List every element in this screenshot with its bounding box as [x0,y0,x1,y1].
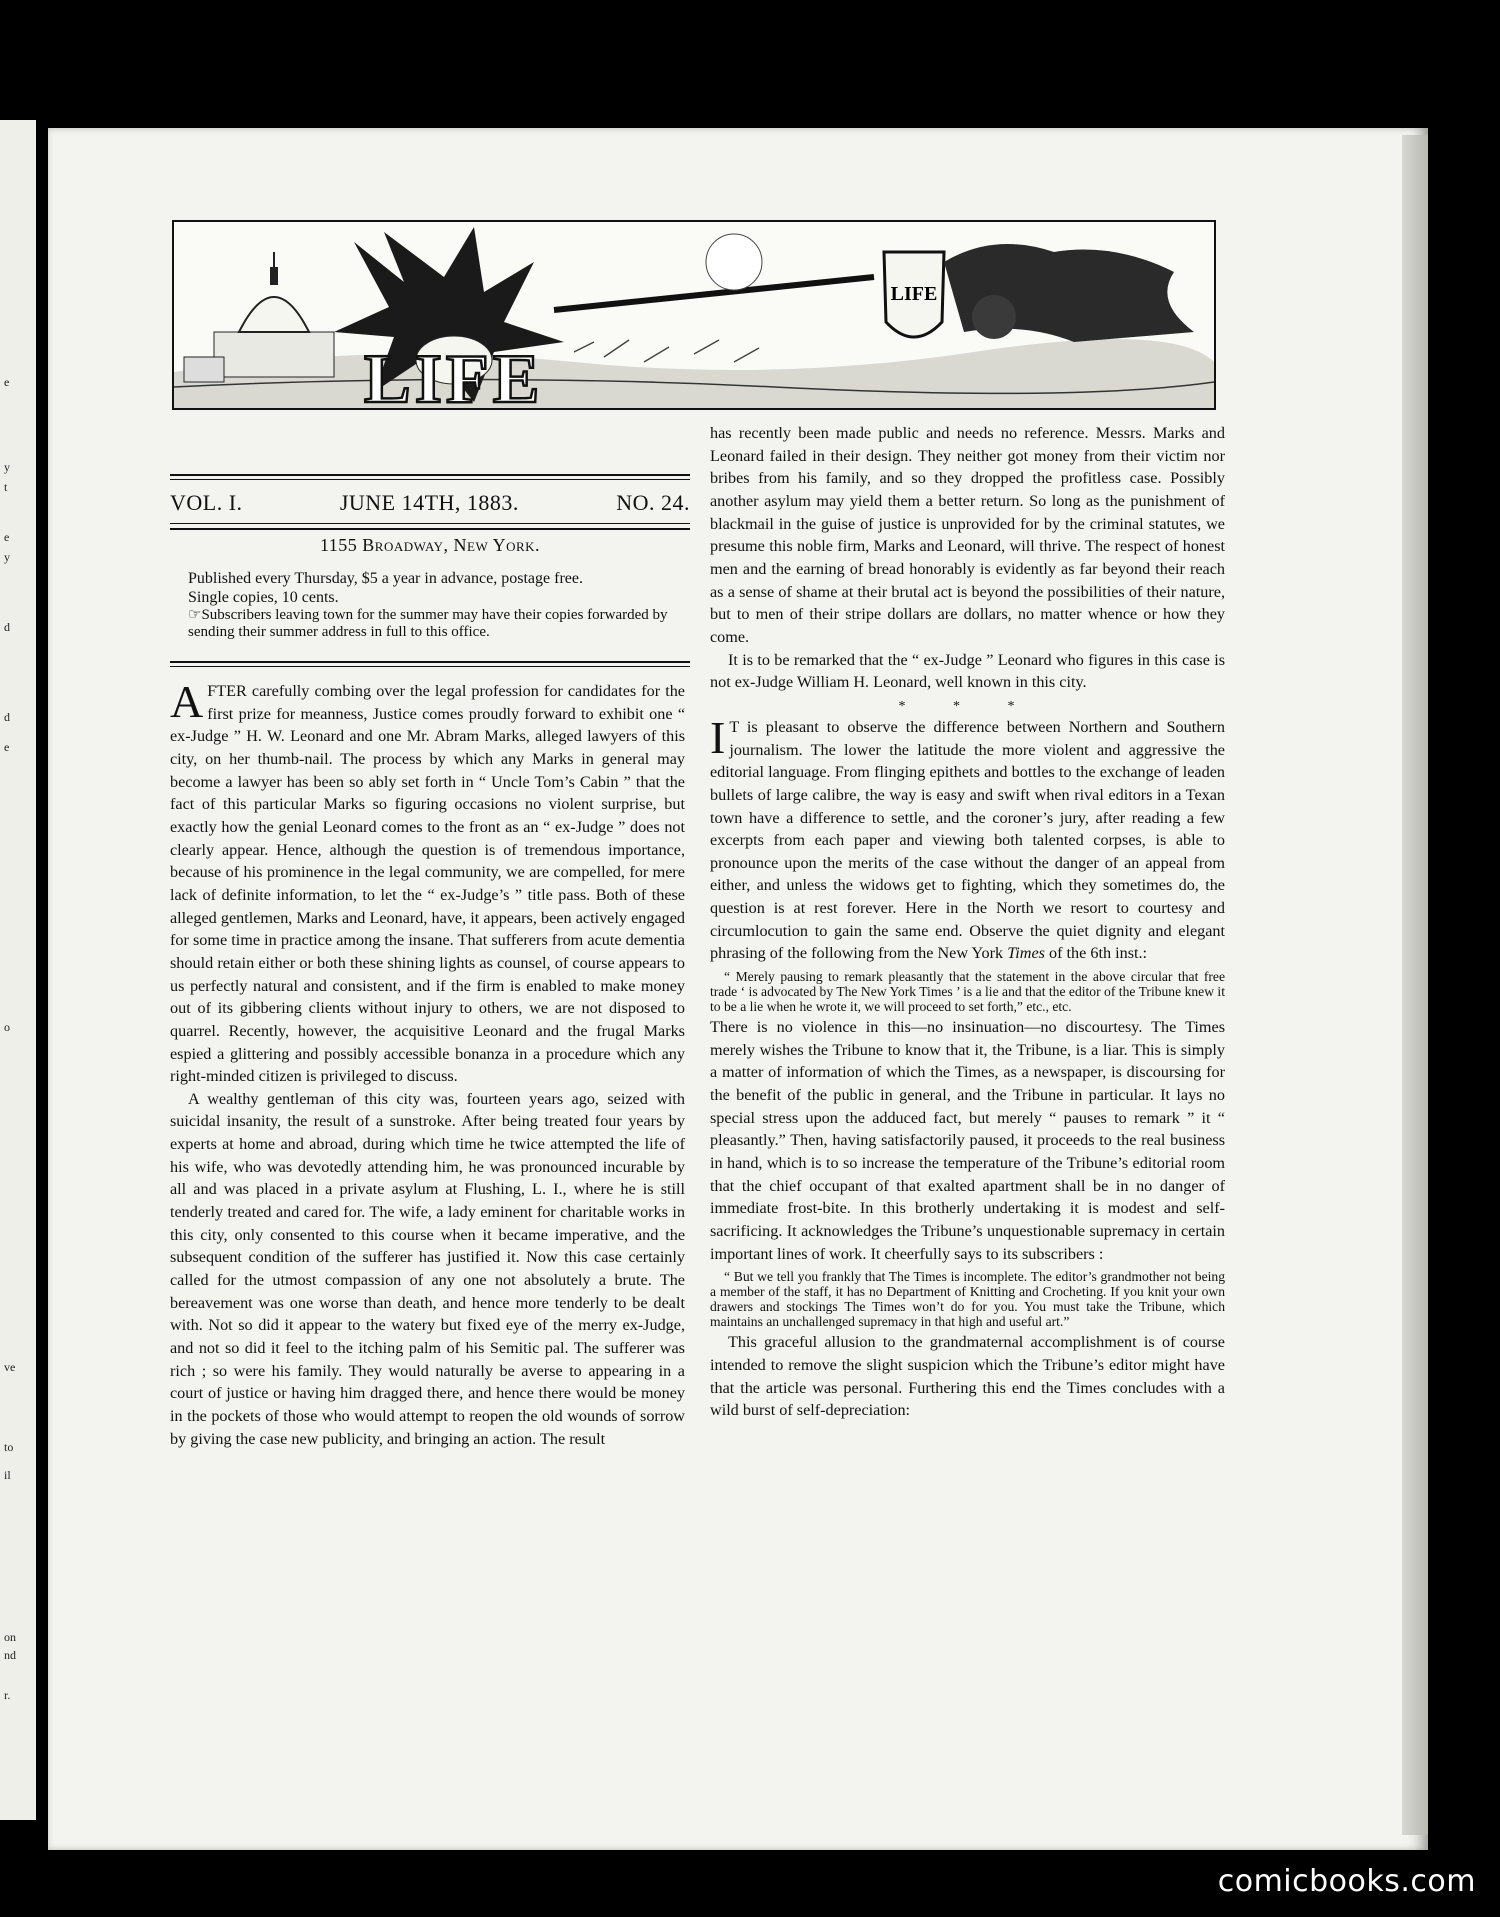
margin-fragment: on [4,1630,16,1644]
masthead-info [170,490,690,516]
paragraph [170,676,685,1088]
section-divider-stars: * * * [898,698,1037,714]
paragraph: A wealthy gentleman of this city was, fourteen years ago, seized with suicidal insanity, the result of a sunstroke. After being treated four years by experts at home and abroad, during which time he twice attempted the life of his wife, who was devotedly attending him, he was pronounced incurable by all and was placed in a private asylum at Flushing, L. I., where he is still tenderly treated and cared for. The wife, a lady eminent for charitable works in this city, only consented to this course when it became imperative, and the subsequent condition of the sufferer has justified it. Now this case certainly called for the utmost compassion of any one not absolutely a brute. The bereavement was one worse than death, and hence more tenderly to be dealt with. Not so did it appear to the watery but fixed eye of the merry ex-Judge, and not so did it feel to the itching palm of his Semitic pal. The sufferer was rich ; so were his family. They would naturally be averse to appearing in a court of justice or having him dragged there, and hence there would be money in the pockets of those who would attempt to reopen the old wounds of sorrow by giving the case new publicity, and bringing an action. The result [170,1089,685,1448]
section-rule [170,661,690,663]
paragraph-text: T is pleasant to observe the difference between Northern and Southern journalism. The lower the latitude the more violent and aggressive the editorial language. From flinging epithets and bottles to the exchange of leaden bullets of large calibre, the way is easy and swift when rival editors in a Texan town have a difference to settle, and the coroner’s jury, after reading a few excerpts from each paper and viewing both talented corpses, is able to pronounce upon the merits of the case without the danger of an appeal from either, and unless the widows get to fighting, which they sometimes do, the question is at rest forever. Here in the North we resort to courtesy and circumlocution to gain the same end. Observe the quiet dignity and elegant phrasing of the following from the New York [710,717,1225,963]
margin-fragment: il [4,1468,11,1482]
subscription-info [188,569,688,641]
article-column-right [710,422,1225,1422]
drop-cap: I [710,711,726,763]
masthead-rule-top-thin [170,479,690,480]
masthead-rule-top [170,474,690,476]
issue-number: NO. 24. [616,490,690,515]
paragraph-text: FTER carefully combing over the legal profession for candidates for the first prize for meanness, Justice comes proudly forward to exhibit one “ ex-Judge ” H. W. Leonard and one Mr. Abram Marks, alleged lawyers of this city, on her thumb-nail. The process by which any Marks in general may become a lawyer has been so ably set forth in “ Uncle Tom’s Cabin ” that the fact of this particular Marks so figuring occasions no violent surprise, but exactly how the genial Leonard comes to the front as an “ ex-Judge ” does not clearly appear. Hence, although the question is of tremendous importance, because of his prominence in the legal community, we are compelled, for mere lack of definite information, to let the “ ex-Judge’s ” title pass. Both of these alleged gentlemen, Marks and Leonard, have, it appears, been actively engaged for some time in practice among the insane. That sufferers from acute dementia should retain either or both these shining lights as counsel, of course appears to us perfectly natural and consistent, and if the firm is enabled to make money out of its gibbering clients without injury to others, we are not disposed to quarrel. Recently, however, the acquisitive Leonard and the frugal Marks espied a glittering and possibly accessible bonanza in a procedure which any right-minded citizen is privileged to discuss. [170,682,685,1086]
margin-fragment: e [4,530,10,544]
shield-text: LIFE [890,283,938,305]
margin-fragment: t [4,480,8,494]
page-edge-shadow [1402,135,1428,1835]
margin-fragment: ve [4,1360,16,1374]
volume-label: VOL. I. [170,490,243,515]
single-copies-line: Single copies, 10 cents. [188,589,339,606]
italic-times: Times [1007,944,1045,963]
masthead-rule-bottom-thin [170,523,690,524]
margin-fragment: e [4,740,10,754]
margin-fragment: to [4,1440,14,1454]
margin-fragment: d [4,710,10,724]
previous-page-sliver [0,120,36,1820]
published-line: Published every Thursday, $5 a year in advance, postage free. [188,570,583,587]
issue-date: JUNE 14TH, 1883. [339,490,519,515]
paragraph [710,711,1225,965]
margin-fragment: d [4,620,10,634]
margin-fragment: o [4,1020,10,1034]
watermark: comicbooks.com [1217,1864,1476,1899]
banner-drawing [174,222,1214,408]
masthead-rule-bottom [170,528,690,530]
life-logo: LIFE [364,341,544,408]
paragraph: This graceful allusion to the grandmaternal accomplishment is of course intended to remove the slight suspicion which the Tribune’s editor might have that the article was personal. Furthering this end the Times concludes with a wild burst of self-depreciation: [710,1333,1225,1420]
margin-fragment: r. [4,1688,11,1702]
paragraph-text: of the 6th inst.: [1049,944,1148,963]
quoted-passage: “ But we tell you frankly that The Times is incomplete. The editor’s grandmother not being a member of the staff, it has no Department of Knitting and Crocheting. If you knit your own drawers and stockings The Times won’t do for you. You must take the Tribune, which maintains an unchallenged supremacy in that high and useful art.” [710,1269,1225,1330]
publisher-address: 1155 Broadway, New York. [319,535,541,555]
margin-fragment: nd [4,1648,16,1662]
paragraph: It is to be remarked that the “ ex-Judge ” Leonard who figures in this case is not ex-Judge William H. Leonard, well known in this city. [710,650,1225,692]
margin-fragment: y [4,550,10,564]
paragraph: has recently been made public and needs no reference. Messrs. Marks and Leonard failed in their design. They neither got money from their victim nor bribes from his family, and so they dropped the profitless case. Possibly another asylum may yield them a better return. So long as the punishment of blackmail in the guise of justice is unprovided for by the criminal statutes, we presume this noble firm, Marks and Leonard, will thrive. The respect of honest men and the earning of bread honorably is evidently as far beyond their reach as a sense of shame at their brutal act is beyond the possibilities of their nature, but to men of their stripe dollars are dollars, no matter whence or how they come. [710,424,1225,646]
quoted-passage: “ Merely pausing to remark pleasantly that the statement in the above circular that free trade ‘ is advocated by The New York Times ’ is a lie and that the editor of the Tribune knew it to be a lie when he wrote it, we will proceed to set forth,” etc., etc. [710,969,1225,1015]
paragraph: There is no violence in this—no insinuation—no discourtesy. The Times merely wishes the Tribune to know that it, the Tribune, is a liar. This is simply a matter of information of which the Times, as a newspaper, is discoursing for the benefit of the public in general, and the Tribune in particular. It lays no special stress upon the adduced fact, but merely “ pauses to remark ” it “ pleasantly.” Then, having satisfactorily paused, it proceeds to the real business in hand, which is to so increase the temperature of the Tribune’s editorial room that the chief occupant of that exalted apartment shall be in no danger of immediate frost-bite. In this brotherly undertaking it is modest and self-sacrificing. It acknowledges the Tribune’s unquestionable supremacy in certain important lines of work. It cheerfully says to its subscribers : [710,1018,1225,1263]
header-illustration [172,220,1216,410]
section-rule-thin [170,666,690,667]
drop-cap: A [170,676,204,727]
subscriber-note: ☞Subscribers leaving town for the summer may have their copies forwarded by sending their summer address in full to this office. [188,607,668,640]
article-column-left [170,676,685,1450]
margin-fragment: e [4,375,10,389]
margin-fragment: y [4,460,10,474]
